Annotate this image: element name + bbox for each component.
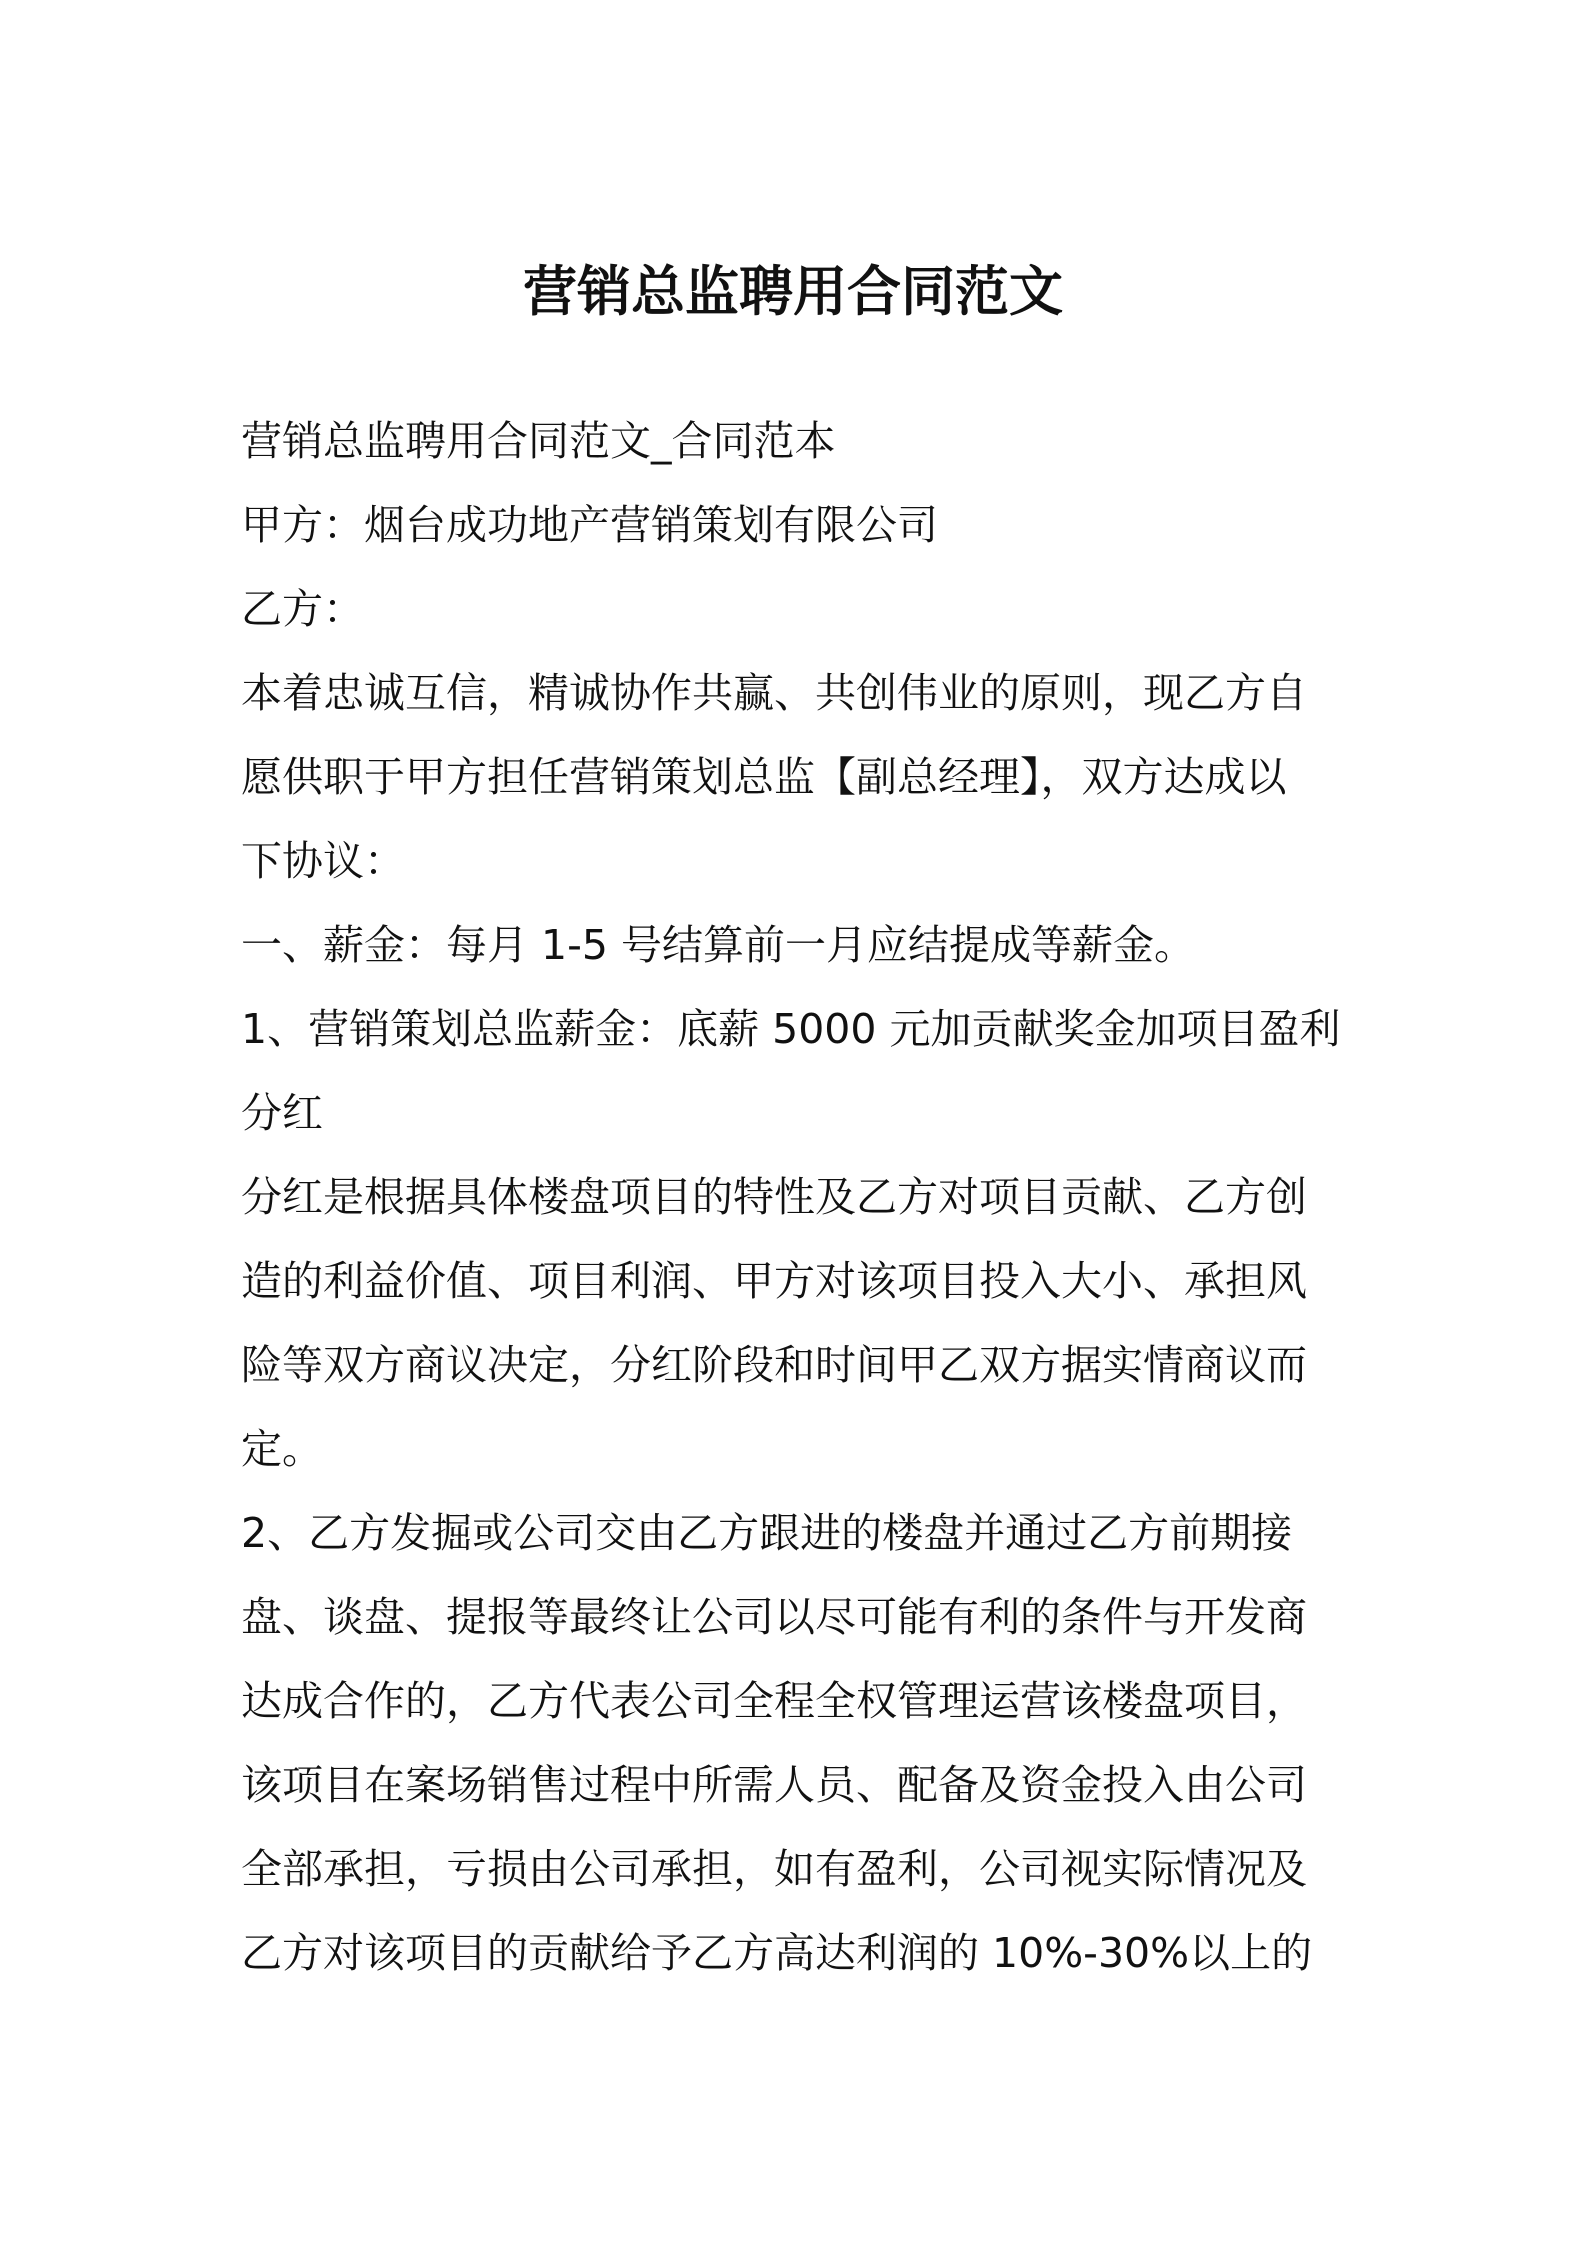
text-line: 该项目在案场销售过程中所需人员、配备及资金投入由公司 (241, 1761, 1307, 1809)
text-line: 定。 (241, 1425, 323, 1473)
clause-1-line: 分红 (241, 1089, 323, 1137)
text-line: 下协议： (241, 837, 405, 885)
text-line: 险等双方商议决定，分红阶段和时间甲乙双方据实情商议而 (241, 1341, 1307, 1389)
party-b-line: 乙方： (241, 585, 364, 633)
text-line: 全部承担，亏损由公司承担，如有盈利，公司视实际情况及 (241, 1845, 1307, 1893)
clause-2-line: 2、乙方发掘或公司交由乙方跟进的楼盘并通过乙方前期接 (241, 1509, 1293, 1557)
text-line: 本着忠诚互信，精诚协作共赢、共创伟业的原则，现乙方自 (241, 669, 1307, 717)
clause-1-line: 1、营销策划总监薪金：底薪 5000 元加贡献奖金加项目盈利 (241, 1005, 1341, 1053)
section-heading-salary: 一、薪金：每月 1-5 号结算前一月应结提成等薪金。 (241, 921, 1196, 969)
text-line: 分红是根据具体楼盘项目的特性及乙方对项目贡献、乙方创 (241, 1173, 1307, 1221)
party-a-line: 甲方：烟台成功地产营销策划有限公司 (241, 501, 938, 549)
document-body (241, 399, 1353, 1995)
text-line: 乙方对该项目的贡献给予乙方高达利润的 10%-30%以上的 (241, 1929, 1313, 1977)
document-title: 营销总监聘用合同范文 (523, 260, 1063, 323)
text-line: 盘、谈盘、提报等最终让公司以尽可能有利的条件与开发商 (241, 1593, 1307, 1641)
text-line: 达成合作的，乙方代表公司全程全权管理运营该楼盘项目， (241, 1677, 1307, 1725)
text-line: 造的利益价值、项目利润、甲方对该项目投入大小、承担风 (241, 1257, 1307, 1305)
text-line: 愿供职于甲方担任营销策划总监【副总经理】，双方达成以 (241, 753, 1287, 801)
subtitle-line: 营销总监聘用合同范文_合同范本 (241, 417, 836, 465)
